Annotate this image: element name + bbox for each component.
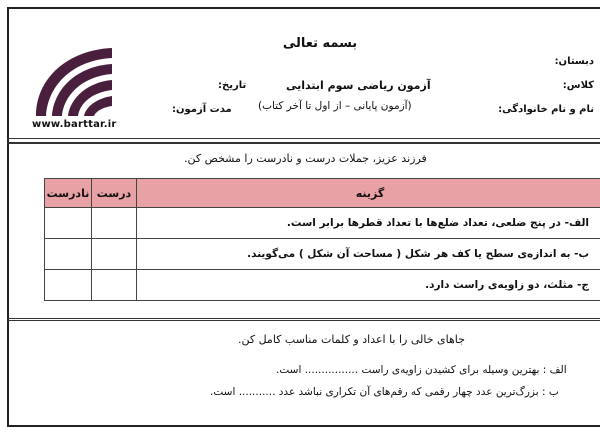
statement-cell: الف- در پنج ضلعی، تعداد ضلع‌ها با تعداد قطرها برابر است. [137, 208, 600, 239]
column-header-option: گزینه [137, 179, 600, 208]
name-label: نام و نام خانوادگی: [498, 104, 594, 115]
answer-false-cell[interactable] [45, 239, 92, 270]
school-label: دبستان: [555, 56, 594, 67]
table-row [45, 208, 600, 239]
table-row [45, 270, 600, 301]
header-divider [7, 138, 600, 139]
barttar-logo-icon [34, 44, 114, 118]
column-header-true: درست [92, 179, 137, 208]
table-header-row [45, 179, 600, 208]
header-divider-thick [7, 142, 600, 144]
page-title: بسمه تعالی [270, 36, 370, 51]
section2-instruction: جاهای خالی را با اعداد و کلمات مناسب کامل کن. [238, 333, 465, 346]
statement-cell: ج- مثلث، دو زاویه‌ی راست دارد. [137, 270, 600, 301]
duration-label: مدت آزمون: [172, 104, 232, 115]
fill-blank-item: ب : بزرگ‌ترین عدد چهار رقمی که رقم‌های آن تکراری نباشد عدد ........... است. [210, 386, 559, 398]
exam-title: آزمون ریاضی سوم ابتدایی [286, 79, 431, 92]
answer-true-cell[interactable] [92, 208, 137, 239]
table-row [45, 239, 600, 270]
section-divider [7, 318, 600, 324]
column-header-false: نادرست [45, 179, 92, 208]
statement-cell: ب- به اندازه‌ی سطح یا کف هر شکل ( مساحت آن شکل ) می‌گویند. [137, 239, 600, 270]
website-url: www.barttar.ir [32, 119, 117, 130]
date-label: تاریخ: [218, 80, 246, 91]
answer-false-cell[interactable] [45, 208, 92, 239]
class-label: کلاس: [563, 80, 594, 91]
answer-true-cell[interactable] [92, 239, 137, 270]
section1-instruction: فرزند عزیز، جملات درست و نادرست را مشخص کن. [184, 152, 427, 165]
true-false-table [44, 178, 600, 301]
answer-true-cell[interactable] [92, 270, 137, 301]
exam-subtitle: (آزمون پایانی – از اول تا آخر کتاب) [258, 100, 412, 112]
fill-blank-item: الف : بهترین وسیله برای کشیدن زاویه‌ی راست ................ است. [276, 364, 567, 376]
answer-false-cell[interactable] [45, 270, 92, 301]
